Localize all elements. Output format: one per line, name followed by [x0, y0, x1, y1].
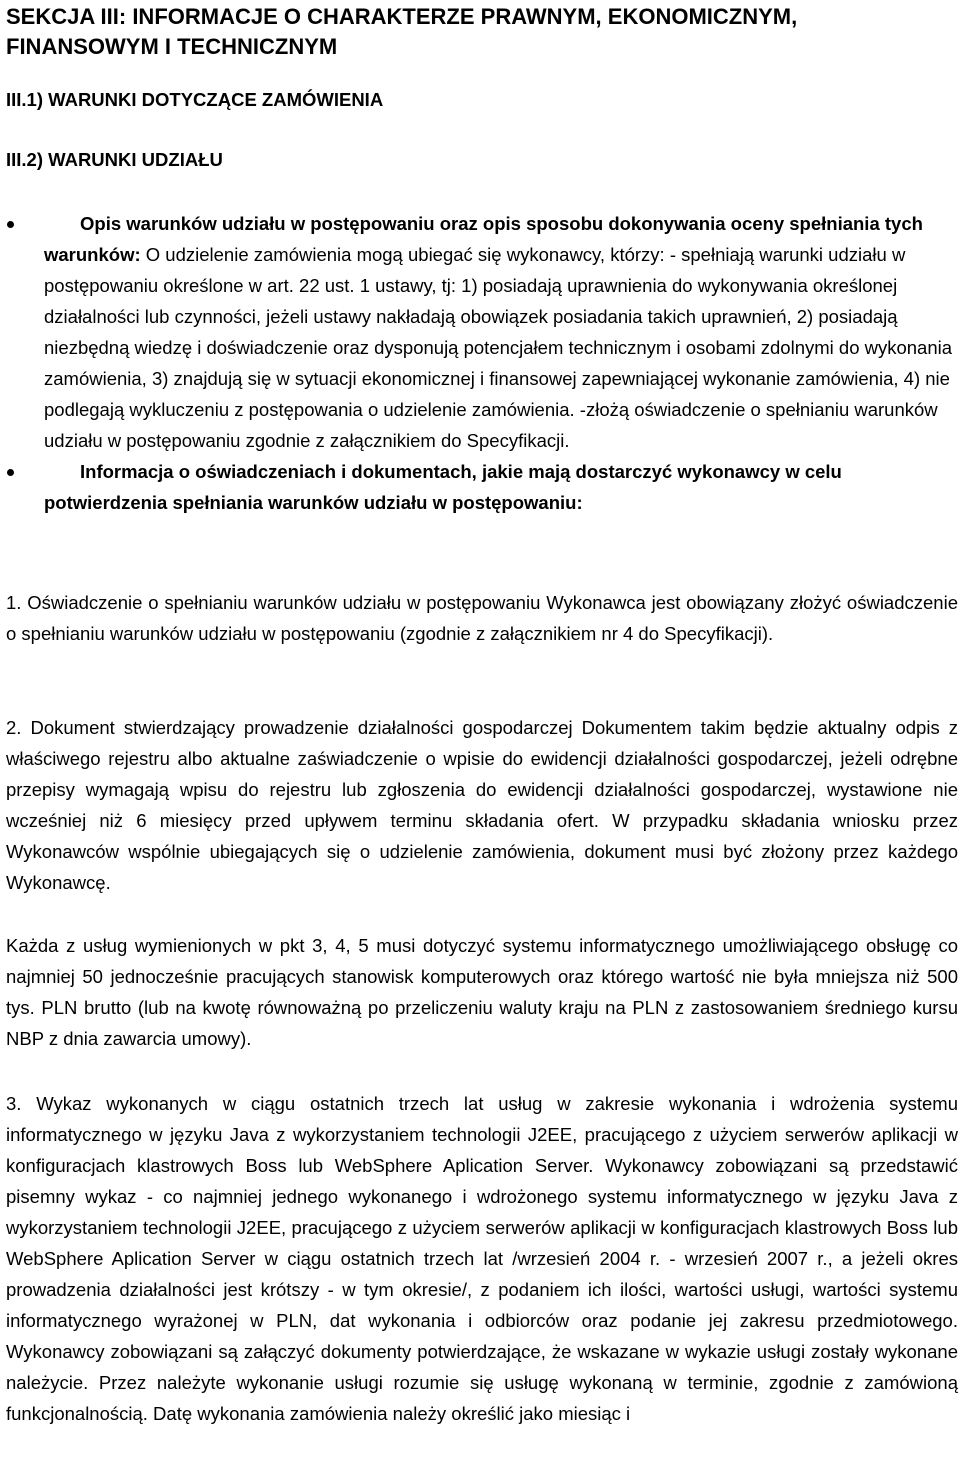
bullet-bold-lead: Informacja o oświadczeniach i dokumentach, jakie mają dostarczyć wykonawcy w celu potwierdzenia spełniania warunków udziału w postępowaniu: [44, 461, 842, 513]
section-heading-iii1: III.1) WARUNKI DOTYCZĄCE ZAMÓWIENIA [6, 89, 384, 110]
paragraph-oswiadczenie: 1. Oświadczenie o spełnianiu warunków udziału w postępowaniu Wykonawca jest obowiązany złożyć oświadczenie o spełnianiu warunków udziału w postępowaniu (zgodnie z załącznikiem nr 4 do Specyfikacji). [6, 592, 958, 644]
bullet-list [6, 208, 956, 518]
paragraph-wykaz: 3. Wykaz wykonanych w ciągu ostatnich trzech lat usług w zakresie wykonania i wdrożenia systemu informatycznego w języku Java z wykorzystaniem technologii J2EE, pracującego z użyciem serwerów aplikacji w konfiguracjach klastrowych Boss lub WebSphere Aplication Server. Wykonawcy zobowiązani są przedstawić pisemny wykaz - co najmniej jednego wykonanego i wdrożonego systemu informatycznego w języku Java z wykorzystaniem technologii J2EE, pracującego z użyciem serwerów aplikacji w konfiguracjach klastrowych Boss lub WebSphere Aplication Server w ciągu ostatnich trzech lat /wrzesień 2004 r. - wrzesień 2007 r., a jeżeli okres prowadzenia działalności jest krótszy - w tym okresie/, z podaniem ich ilości, wartości usługi, wartości systemu informatycznego wyrażonej w PLN, dat wykonania i odbiorców oraz podanie jej zakresu przedmiotowego. Wykonawcy zobowiązani są załączyć dokumenty potwierdzające, że wskazane w wykazie usługi zostały wykonane należycie. Przez należyte wykonanie usługi rozumie się usługę wykonaną w terminie, zgodnie z zamówioną funkcjonalnością. Datę wykonania zamówienia należy określić jako miesiąc i [6, 1093, 958, 1424]
bullet-dot-icon [7, 221, 14, 228]
bullet-item-informacja [6, 456, 956, 518]
section-title: SEKCJA III: INFORMACJE O CHARAKTERZE PRAWNYM, EKONOMICZNYM, FINANSOWYM I TECHNICZNYM [6, 4, 798, 59]
bullet-item-opis [6, 208, 956, 456]
paragraph-dokument: 2. Dokument stwierdzający prowadzenie działalności gospodarczej Dokumentem takim będzie aktualny odpis z właściwego rejestru albo aktualne zaświadczenie o wpisie do ewidencji działalności gospodarczej, jeżeli odrębne przepisy wymagają wpisu do rejestru lub zgłoszenia do ewidencji działalności gospodarczej, wystawione nie wcześniej niż 6 miesięcy przed upływem terminu składania ofert. W przypadku składania wniosku przez Wykonawców wspólnie ubiegających się o udzielenie zamówienia, dokument musi być złożony przez każdego Wykonawcę. [6, 717, 958, 893]
bullet-bold-lead: Opis warunków udziału w postępowaniu oraz opis sposobu dokonywania oceny spełniania tych warunków: [44, 213, 923, 265]
paragraph-kazda-z-uslug: Każda z usług wymienionych w pkt 3, 4, 5 musi dotyczyć systemu informatycznego umożliwiającego obsługę co najmniej 50 jednocześnie pracujących stanowisk komputerowych oraz którego wartość nie była mniejsza niż 500 tys. PLN brutto (lub na kwotę równoważną po przeliczeniu waluty kraju na PLN z zastosowaniem średniego kursu NBP z dnia zawarcia umowy). [6, 935, 958, 1049]
section-heading-iii2: III.2) WARUNKI UDZIAŁU [6, 149, 223, 170]
bullet-dot-icon [7, 469, 14, 476]
bullet-text: O udzielenie zamówienia mogą ubiegać się wykonawcy, którzy: - spełniają warunki udziału w postępowaniu określone w art. 22 ust. 1 ustawy, tj: 1) posiadają uprawnienia do wykonywania określonej działalności lub czynności, jeżeli ustawy nakładają obowiązek posiadania takich uprawnień, 2) posiadają niezbędną wiedzę i doświadczenie oraz dysponują potencjałem technicznym i osobami zdolnymi do wykonania zamówienia, 3) znajdują się w sytuacji ekonomicznej i finansowej zapewniającej wykonanie zamówienia, 4) nie podlegają wykluczeniu z postępowania o udzielenie zamówienia. -złożą oświadczenie o spełnianiu warunków udziału w postępowaniu zgodnie z załącznikiem do Specyfikacji. [44, 244, 953, 451]
